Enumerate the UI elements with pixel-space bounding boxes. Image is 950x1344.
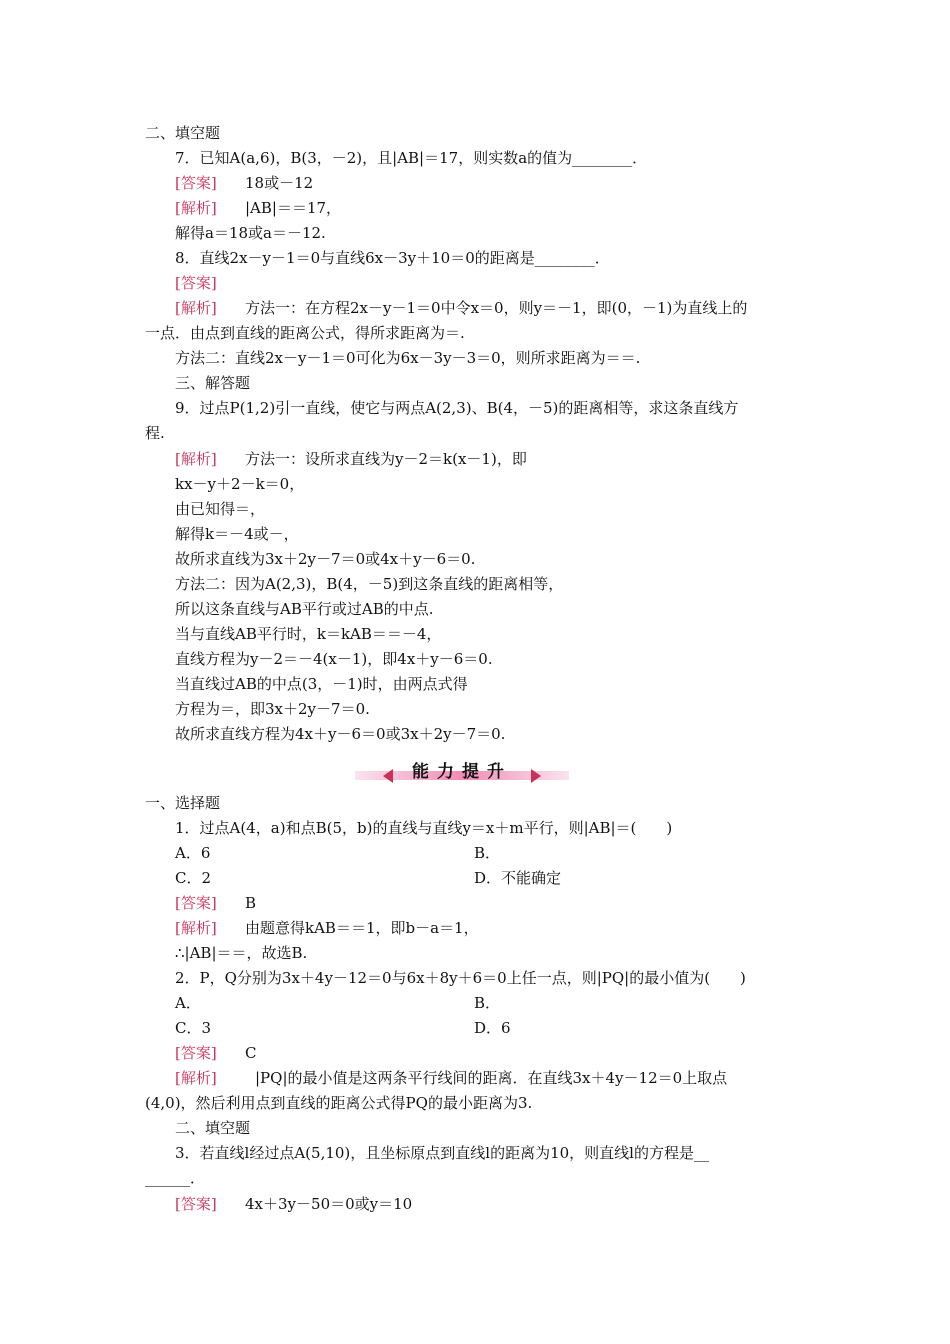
solution-line: 当直线过AB的中点(3，－1)时，由两点式得: [175, 675, 468, 693]
question-9-cont: 程.: [145, 424, 165, 442]
answer-label: [答案]: [175, 894, 217, 912]
option-b: B．: [474, 844, 501, 862]
solution-line: 解得k＝－4或－，: [175, 525, 299, 543]
question-1: 1．过点A(4，a)和点B(5，b)的直线与直线y＝x＋m平行，则|AB|＝( ): [175, 819, 673, 837]
answer-text: C: [245, 1044, 257, 1062]
question-3: 3．若直线l经过点A(5,10)，且坐标原点到直线l的距离为10，则直线l的方程是__: [175, 1144, 709, 1162]
option-d: D．6: [474, 1019, 511, 1037]
analysis-text: 由题意得kAB＝＝1，即b－a＝1，: [245, 919, 479, 937]
option-c: C．2: [175, 869, 212, 887]
option-a: A．6: [175, 844, 211, 862]
solution-line: 由已知得＝，: [175, 500, 266, 518]
analysis-label: [解析]: [175, 450, 217, 468]
section-banner: [355, 759, 569, 787]
analysis-text: |PQ|的最小值是这两条平行线间的距离．在直线3x＋4y－12＝0上取点: [255, 1069, 728, 1087]
analysis-text: 方法一：设所求直线为y－2＝k(x－1)，即: [245, 450, 527, 468]
section-heading: 二、填空题: [175, 1119, 251, 1137]
solution-line: 方法二：直线2x－y－1＝0可化为6x－3y－3＝0，则所求距离为＝＝.: [175, 349, 641, 367]
question-7: 7．已知A(a,6)，B(3，－2)，且|AB|＝17，则实数a的值为________．: [175, 149, 648, 167]
section-heading: 二、填空题: [145, 124, 221, 142]
question-3-blank: ______．: [145, 1169, 206, 1187]
solution-line: kx－y＋2－k＝0，: [175, 475, 305, 493]
banner-left-arrow-icon: [383, 769, 393, 783]
section-heading: 一、选择题: [145, 794, 221, 812]
analysis-label: [解析]: [175, 299, 217, 317]
answer-label: [答案]: [175, 274, 217, 292]
solution-line: ∴|AB|＝＝，故选B.: [175, 944, 308, 962]
analysis-text: 方法一：在方程2x－y－1＝0中令x＝0，则y＝－1，即(0，－1)为直线上的: [245, 299, 748, 317]
option-a: A．: [175, 994, 201, 1012]
option-d: D．不能确定: [474, 869, 562, 887]
section-heading: 三、解答题: [175, 374, 251, 392]
question-2: 2．P，Q分别为3x＋4y－12＝0与6x＋8y＋6＝0上任一点，则|PQ|的最小值为( ): [175, 969, 746, 987]
analysis-label: [解析]: [175, 919, 217, 937]
question-8: 8．直线2x－y－1＝0与直线6x－3y＋10＝0的距离是________．: [175, 249, 610, 267]
answer-label: [答案]: [175, 1195, 217, 1213]
answer-text: 18或－12: [245, 174, 314, 192]
banner-right-arrow-icon: [531, 769, 541, 783]
solution-line: 直线方程为y－2＝－4(x－1)，即4x＋y－6＝0.: [175, 650, 493, 668]
solution-line: 一点．由点到直线的距离公式，得所求距离为＝.: [145, 324, 465, 342]
option-b: B．: [474, 994, 501, 1012]
solution-line: (4,0)，然后利用点到直线的距离公式得PQ的最小距离为3.: [145, 1094, 533, 1112]
solution-line: 当与直线AB平行时，k＝kAB＝＝－4，: [175, 625, 442, 643]
analysis-label: [解析]: [175, 1069, 217, 1087]
solution-line: 所以这条直线与AB平行或过AB的中点.: [175, 600, 434, 618]
solution-line: 故所求直线方程为4x＋y－6＝0或3x＋2y－7＝0.: [175, 725, 506, 743]
banner-title: 能力提升: [412, 762, 512, 782]
analysis-text: |AB|＝＝17，: [245, 199, 342, 217]
option-c: C．3: [175, 1019, 212, 1037]
answer-label: [答案]: [175, 1044, 217, 1062]
analysis-label: [解析]: [175, 199, 217, 217]
question-9: 9．过点P(1,2)引一直线，使它与两点A(2,3)、B(4，－5)的距离相等，求这条直线方: [175, 399, 739, 417]
solution-line: 方法二：因为A(2,3)，B(4，－5)到这条直线的距离相等，: [175, 575, 564, 593]
answer-text: 4x＋3y－50＝0或y＝10: [245, 1195, 413, 1213]
answer-label: [答案]: [175, 174, 217, 192]
solution-line: 方程为＝，即3x＋2y－7＝0.: [175, 700, 370, 718]
answer-text: B: [245, 894, 257, 912]
solution-line: 故所求直线为3x＋2y－7＝0或4x＋y－6＝0.: [175, 550, 476, 568]
solution-line: 解得a＝18或a＝－12.: [175, 224, 326, 242]
